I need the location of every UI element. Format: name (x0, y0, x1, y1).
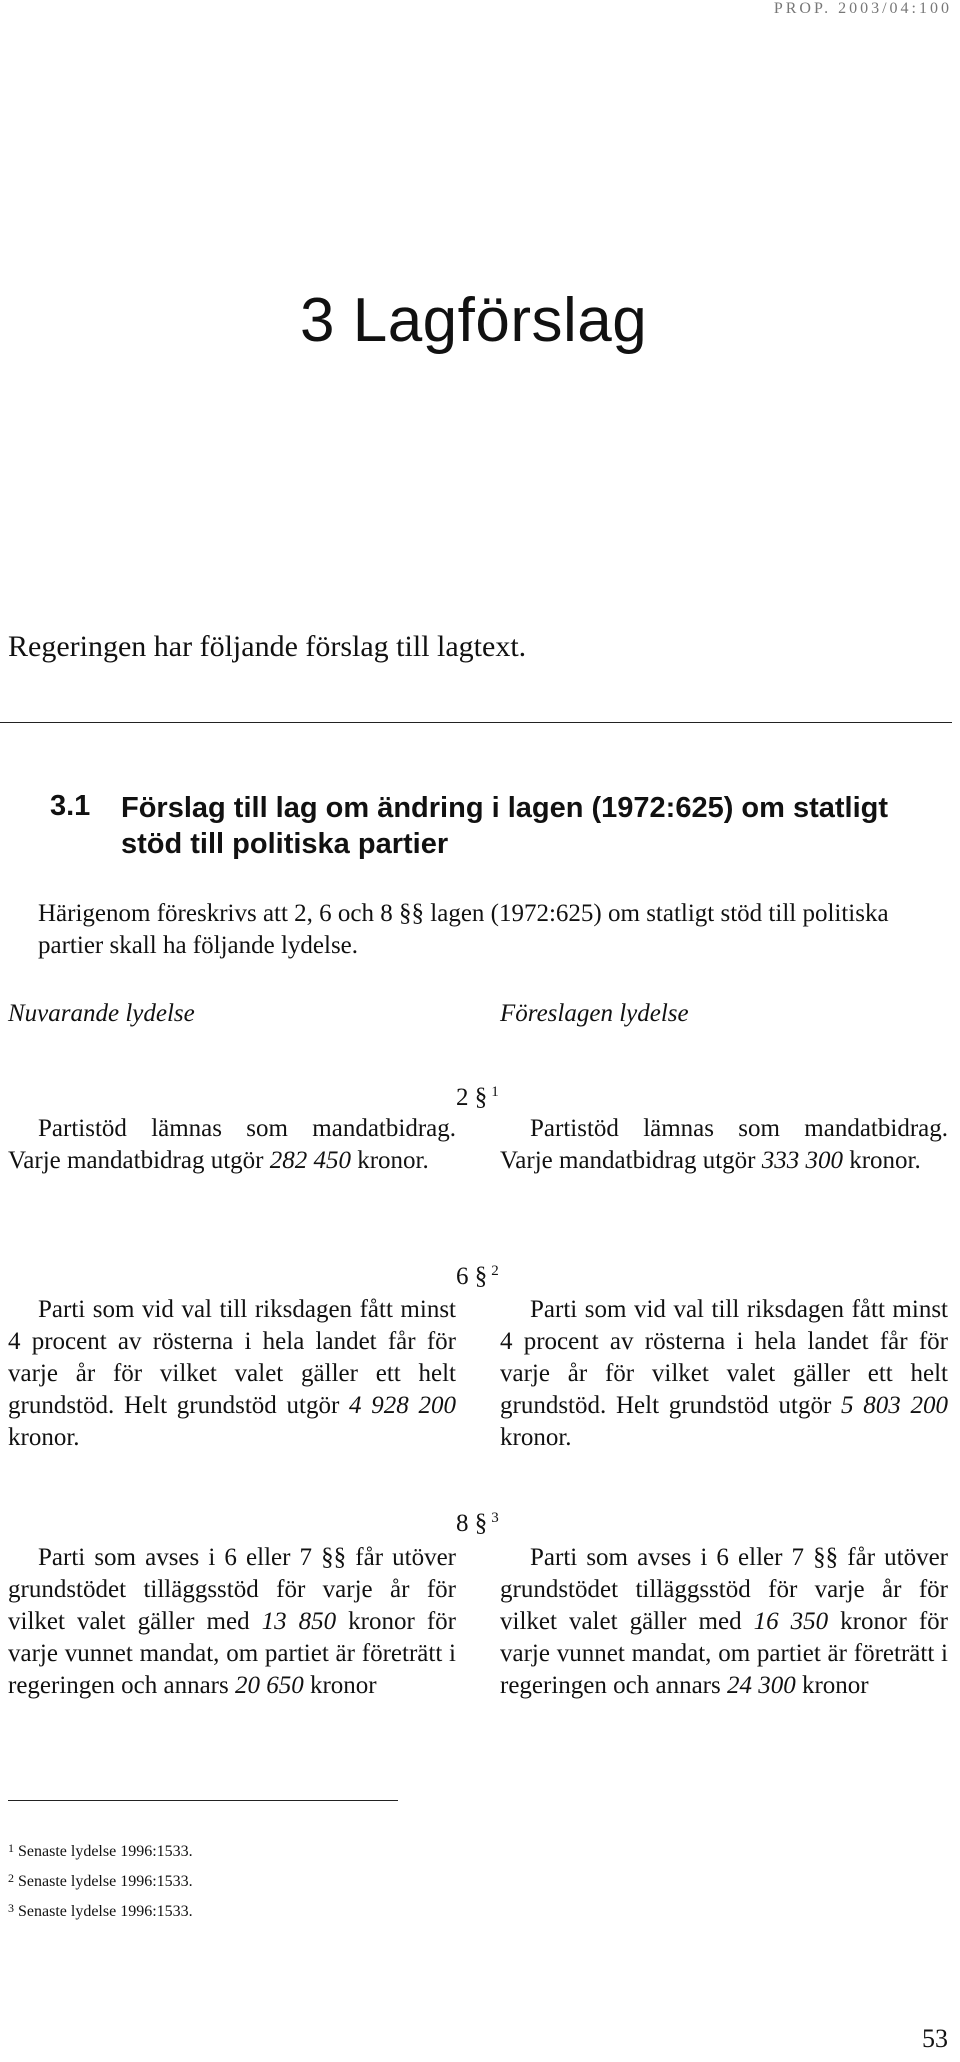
amount: 20 650 (234, 1672, 304, 1699)
section-number: 3.1 (50, 790, 91, 822)
section-title: Förslag till lag om ändring i lagen (1972:625) om statligt stöd till politiska partier (121, 792, 889, 860)
footnote-rule (8, 1800, 398, 1801)
text: kronor. (842, 1147, 921, 1174)
text: kronor. (8, 1424, 80, 1451)
provision-section: 2 § (456, 1084, 488, 1111)
text: kronor. (350, 1147, 429, 1174)
provision-mark-2 (456, 1082, 499, 1114)
amount: 282 450 (269, 1147, 351, 1174)
provision-section: 6 § (456, 1263, 488, 1290)
text: Parti som avses i 6 eller 7 §§ får utöver grundstödet tilläggsstöd för varje år för vilket valet gäller med (8, 1544, 456, 1635)
section-divider (0, 722, 952, 723)
amount: 16 350 (753, 1608, 829, 1635)
footnote (8, 1842, 193, 1862)
footnote-text: Senaste lydelse 1996:1533. (18, 1903, 193, 1920)
proposed-wording-heading: Föreslagen lydelse (500, 1000, 689, 1027)
running-head: PROP. 2003/04:100 (773, 0, 952, 17)
intro-text: Regeringen har följande förslag till lagtext. (8, 630, 527, 663)
provision-6-proposed (500, 1294, 948, 1454)
footnote-text: Senaste lydelse 1996:1533. (18, 1873, 193, 1890)
provision-6-current (8, 1294, 456, 1454)
amount: 333 300 (761, 1147, 843, 1174)
provision-8-current (8, 1542, 456, 1702)
footnote (8, 1902, 193, 1922)
text: kronor (303, 1672, 377, 1699)
text: Partistöd lämnas som mandatbidrag. Varje mandatbidrag utgör (500, 1115, 948, 1174)
footnote (8, 1872, 193, 1892)
text: kronor för varje vunnet mandat, om partiet är företrätt i regeringen och annars (500, 1608, 948, 1699)
footnote-number: 1 (8, 1841, 14, 1855)
chapter-title: 3 Lagförslag (300, 286, 648, 355)
current-wording-heading: Nuvarande lydelse (8, 1000, 195, 1027)
footnote-text: Senaste lydelse 1996:1533. (18, 1843, 193, 1860)
amount: 24 300 (726, 1672, 796, 1699)
footnote-number: 2 (8, 1871, 14, 1885)
amount: 5 803 200 (841, 1392, 948, 1419)
footnote-ref: 1 (491, 1084, 499, 1100)
footnote-ref: 2 (491, 1263, 499, 1279)
provision-mark-6 (456, 1261, 499, 1293)
text: Parti som vid val till riksdagen fått minst 4 procent av rösterna i hela landet får för varje år för vilket valet gäller ett helt grundstöd. Helt grundstöd utgör (8, 1296, 456, 1419)
amount: 13 850 (261, 1608, 337, 1635)
text: kronor. (500, 1424, 572, 1451)
provision-mark-8 (456, 1508, 499, 1540)
provision-2-current (8, 1113, 456, 1177)
provision-section: 8 § (456, 1510, 488, 1537)
amount: 4 928 200 (349, 1392, 456, 1419)
footnote-ref: 3 (491, 1510, 499, 1526)
text: kronor för varje vunnet mandat, om partiet är företrätt i regeringen och annars (8, 1608, 456, 1699)
text: Parti som avses i 6 eller 7 §§ får utöver grundstödet tilläggsstöd för varje år för vilket valet gäller med (500, 1544, 948, 1635)
footnote-number: 3 (8, 1901, 14, 1915)
provision-8-proposed (500, 1542, 948, 1702)
provision-2-proposed (500, 1113, 948, 1177)
text: kronor (795, 1672, 869, 1699)
text: Parti som vid val till riksdagen fått minst 4 procent av rösterna i hela landet får för varje år för vilket valet gäller ett helt grundstöd. Helt grundstöd utgör (500, 1296, 948, 1419)
text: Partistöd lämnas som mandatbidrag. Varje mandatbidrag utgör (8, 1115, 456, 1174)
page-number: 53 (922, 2024, 948, 2053)
enacting-clause: Härigenom föreskrivs att 2, 6 och 8 §§ lagen (1972:625) om statligt stöd till politiska partier skall ha följande lydelse. (38, 900, 889, 959)
